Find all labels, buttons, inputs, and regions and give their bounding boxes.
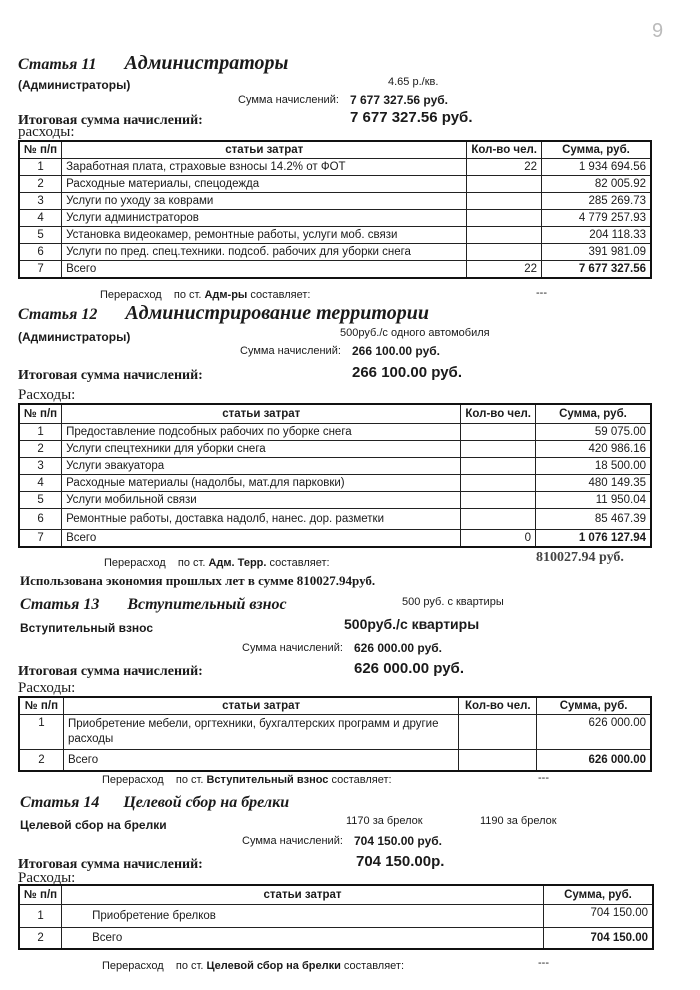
col-header-sum: Сумма, руб. [537,697,651,715]
table-row [19,210,651,227]
row-people [467,244,542,261]
article-14-accrued-label: Сумма начислений: [242,835,343,847]
article-13-overspend-value: --- [538,772,549,784]
article-13-table [18,696,652,772]
row-people [459,715,537,750]
row-sum: 391 981.09 [542,244,652,261]
row-item: Всего [62,530,461,548]
row-sum: 85 467.39 [536,509,652,530]
article-12-subtitle: (Администраторы) [18,330,131,344]
row-people [467,193,542,210]
table-row [19,227,651,244]
row-item: Расходные материалы (надолбы, мат.для парковки) [62,475,461,492]
row-people [467,176,542,193]
overspend-tail-label: составляет: [269,557,330,569]
table-row [19,424,651,441]
row-people: 0 [461,530,536,548]
article-12-table [18,403,652,548]
overspend-tail-label: составляет: [343,960,405,972]
row-sum: 1 934 694.56 [542,159,652,176]
row-number: 2 [19,176,62,193]
table-total-row [19,928,653,950]
article-11-total-label: Итоговая сумма начислений: [18,113,203,128]
article-11-expenses-label: расходы: [18,124,75,140]
row-item: Услуги мобильной связи [62,492,461,509]
article-13-accrued-label: Сумма начислений: [242,642,343,654]
row-people [461,492,536,509]
overspend-article-name: Адм. Терр. [208,557,267,569]
article-12-rate: 500руб./с одного автомобиля [340,327,490,339]
col-header-number: № п/п [19,885,62,905]
row-sum: 1 076 127.94 [536,530,652,548]
article-14-rate-a: 1170 за брелок [346,815,423,827]
article-14-overspend [102,960,404,972]
row-people [461,475,536,492]
row-sum: 204 118.33 [542,227,652,244]
article-11-title [18,52,288,75]
article-14-overspend-value: --- [538,957,549,969]
article-11-overspend [100,289,310,301]
overspend-by-label: по ст. [177,557,206,569]
row-people [461,509,536,530]
overspend-article-name: Вступительный взнос [206,774,329,786]
table-row [19,905,653,928]
overspend-by-label: по ст. [173,289,202,301]
overspend-label: Перерасход [102,960,164,972]
article-14-heading: Целевой сбор на брелки [123,794,290,811]
overspend-label: Перерасход [100,289,162,301]
table-row [19,441,651,458]
row-people [461,458,536,475]
row-item: Всего [63,750,458,772]
article-13-total-label: Итоговая сумма начислений: [18,664,203,679]
row-people [459,750,537,772]
row-number: 1 [19,424,62,441]
article-11-total-value: 7 677 327.56 руб. [350,109,473,126]
article-14-total-label: Итоговая сумма начислений: [18,857,203,872]
article-12-overspend-value: 810027.94 руб. [536,550,624,565]
row-sum: 4 779 257.93 [542,210,652,227]
row-people [461,441,536,458]
row-number: 2 [19,928,62,950]
article-11-overspend-value: --- [536,287,547,299]
article-11-rate: 4.65 р./кв. [388,76,439,88]
col-header-item: статьи затрат [62,404,461,424]
article-13-total-value: 626 000.00 руб. [354,660,464,677]
overspend-article-name: Адм-ры [204,289,248,301]
row-number: 5 [19,227,62,244]
article-12-expenses-label: Расходы: [18,387,76,403]
row-number: 1 [19,159,62,176]
overspend-tail-label: составляет: [250,289,311,301]
article-11-table [18,140,652,279]
col-header-people: Кол-во чел. [467,141,542,159]
table-header-row [19,141,651,159]
col-header-sum: Сумма, руб. [536,404,652,424]
article-12-accrued-label: Сумма начислений: [240,345,341,357]
table-total-row [19,530,651,548]
overspend-tail-label: составляет: [331,774,392,786]
article-12-economy-note: Использована экономия прошлых лет в сумме 810027.94руб. [20,573,376,588]
table-row [19,193,651,210]
table-row [19,176,651,193]
row-number: 6 [19,509,62,530]
row-number: 4 [19,475,62,492]
col-header-sum: Сумма, руб. [542,141,652,159]
row-sum: 626 000.00 [537,750,651,772]
article-12-overspend [104,557,330,569]
row-item: Услуги эвакуатора [62,458,461,475]
table-total-row [19,750,651,772]
row-item: Приобретение брелков [62,905,544,928]
article-14-total-value: 704 150.00р. [356,853,445,870]
article-11-subtitle: (Администраторы) [18,78,131,92]
table-row [19,458,651,475]
row-number: 3 [19,193,62,210]
overspend-label: Перерасход [104,557,166,569]
article-13-rate-top: 500 руб. с квартиры [402,596,504,608]
row-item: Всего [62,261,467,279]
row-sum: 18 500.00 [536,458,652,475]
article-13-title [20,596,287,614]
col-header-item: статьи затрат [62,885,544,905]
article-12-total-value: 266 100.00 руб. [352,364,462,381]
row-number: 4 [19,210,62,227]
col-header-number: № п/п [19,404,62,424]
table-header-row [19,697,651,715]
article-14-number: Статья 14 [20,794,100,811]
table-row [19,244,651,261]
table-header-row [19,404,651,424]
article-14-rate-b: 1190 за брелок [480,815,557,827]
overspend-label: Перерасход [102,774,164,786]
row-number: 2 [19,441,62,458]
row-number: 7 [19,530,62,548]
row-sum: 7 677 327.56 [542,261,652,279]
row-item: Услуги по уходу за коврами [62,193,467,210]
article-14-subtitle: Целевой сбор на брелки [20,818,167,832]
article-13-heading: Вступительный взнос [127,596,287,613]
article-11-accrued-value: 7 677 327.56 руб. [350,93,448,107]
article-12-title [18,302,429,325]
row-number: 6 [19,244,62,261]
row-item: Приобретение мебели, оргтехники, бухгалтерских программ и другие расходы [63,715,458,750]
table-row [19,509,651,530]
table-row [19,475,651,492]
row-item: Всего [62,928,544,950]
table-total-row [19,261,651,279]
col-header-number: № п/п [19,697,63,715]
row-number: 1 [19,715,63,750]
col-header-people: Кол-во чел. [459,697,537,715]
col-header-item: статьи затрат [63,697,458,715]
overspend-by-label: по ст. [175,960,204,972]
col-header-people: Кол-во чел. [461,404,536,424]
row-item: Услуги по пред. спец.техники. подсоб. рабочих для уборки снега [62,244,467,261]
row-item: Услуги спецтехники для уборки снега [62,441,461,458]
table-row [19,715,651,750]
article-14-accrued-value: 704 150.00 руб. [354,834,442,848]
row-sum: 82 005.92 [542,176,652,193]
article-13-accrued-value: 626 000.00 руб. [354,641,442,655]
table-row [19,159,651,176]
row-sum: 480 149.35 [536,475,652,492]
row-item: Ремонтные работы, доставка надолб, нанес. дор. разметки [62,509,461,530]
article-14-expenses-label: Расходы: [18,870,76,886]
overspend-article-name: Целевой сбор на брелки [206,960,341,972]
row-sum: 59 075.00 [536,424,652,441]
row-people: 22 [467,261,542,279]
row-item: Услуги администраторов [62,210,467,227]
col-header-item: статьи затрат [62,141,467,159]
row-number: 5 [19,492,62,509]
row-number: 3 [19,458,62,475]
article-12-number: Статья 12 [18,306,98,323]
row-sum: 626 000.00 [537,715,651,750]
row-number: 2 [19,750,63,772]
article-14-title [20,794,289,812]
article-11-number: Статья 11 [18,56,97,73]
overspend-by-label: по ст. [175,774,204,786]
table-row [19,492,651,509]
page-number-mark: 9 [652,20,664,42]
article-13-number: Статья 13 [20,596,100,613]
row-item: Заработная плата, страховые взносы 14.2% от ФОТ [62,159,467,176]
row-sum: 704 150.00 [544,905,654,928]
article-11-accrued-label: Сумма начислений: [238,94,339,106]
row-sum: 420 986.16 [536,441,652,458]
table-header-row [19,885,653,905]
article-12-heading: Администрирование территории [125,302,429,324]
article-13-subtitle: Вступительный взнос [20,621,154,635]
article-13-overspend [102,774,392,786]
row-sum: 285 269.73 [542,193,652,210]
row-item: Предоставление подсобных рабочих по уборке снега [62,424,461,441]
row-number: 7 [19,261,62,279]
article-13-expenses-label: Расходы: [18,680,76,696]
article-12-accrued-value: 266 100.00 руб. [352,344,440,358]
row-sum: 704 150.00 [544,928,654,950]
row-item: Расходные материалы, спецодежда [62,176,467,193]
row-people: 22 [467,159,542,176]
row-people [467,210,542,227]
article-13-rate: 500руб./с квартиры [344,616,480,632]
row-item: Установка видеокамер, ремонтные работы, услуги моб. связи [62,227,467,244]
col-header-number: № п/п [19,141,62,159]
row-sum: 11 950.04 [536,492,652,509]
article-14-table [18,884,654,950]
row-number: 1 [19,905,62,928]
row-people [461,424,536,441]
row-people [467,227,542,244]
article-11-heading: Администраторы [124,52,289,74]
col-header-sum: Сумма, руб. [544,885,654,905]
article-12-total-label: Итоговая сумма начислений: [18,368,203,383]
